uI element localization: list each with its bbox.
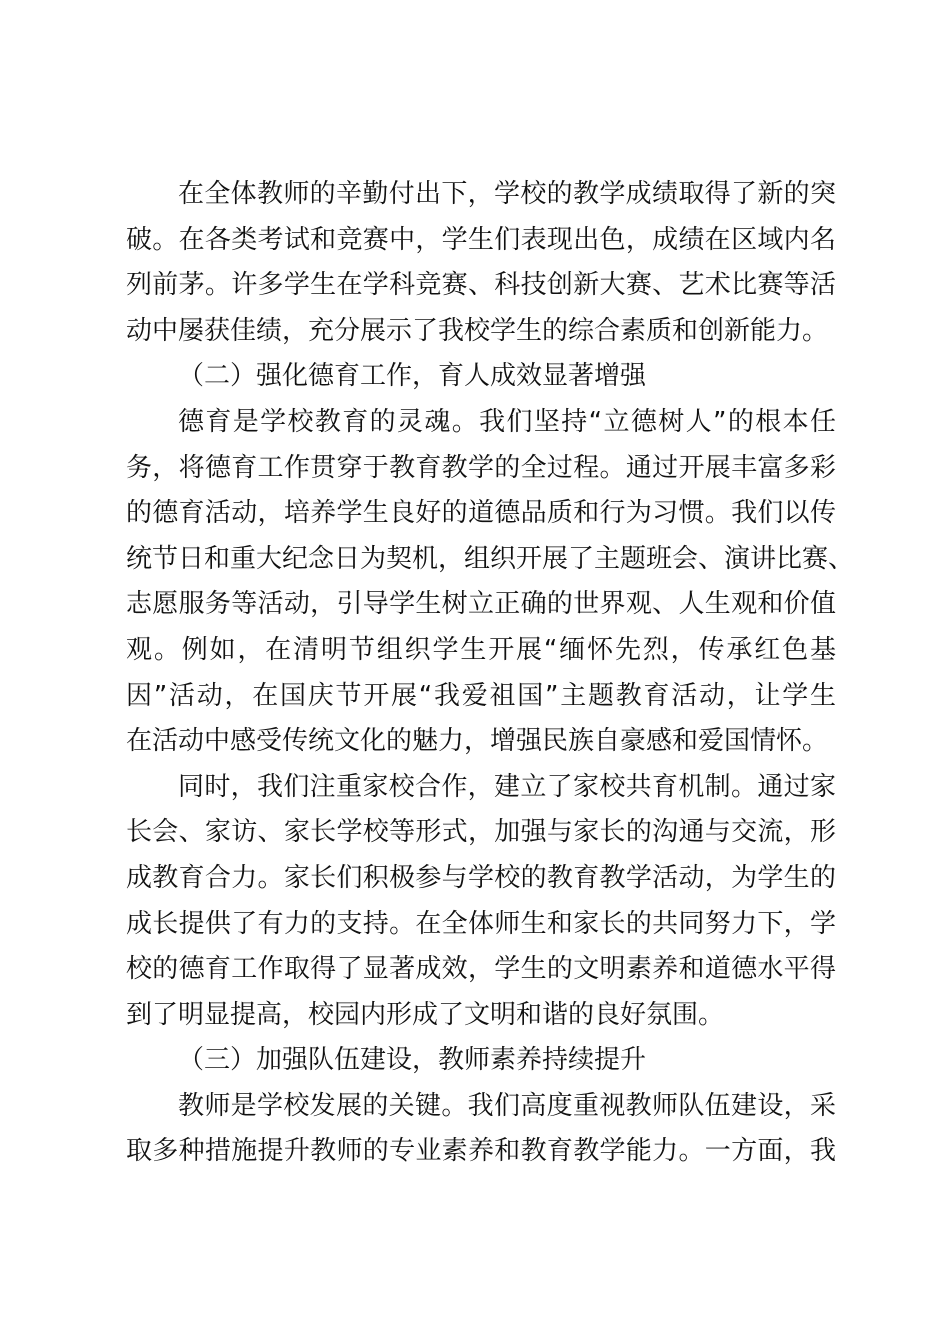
text-line: 成教育合力。家长们积极参与学校的教育教学活动，为学生的 [126,862,836,893]
text-line: 在活动中感受传统文化的魅力，增强民族自豪感和爱国情怀。 [126,726,829,757]
text-line: 动中屡获佳绩，充分展示了我校学生的综合素质和创新能力。 [126,315,829,346]
text-line: 成长提供了有力的支持。在全体师生和家长的共同努力下，学 [126,908,836,939]
body-text [126,172,855,1175]
text-line: 同时，我们注重家校合作，建立了家校共育机制。通过家 [178,771,836,802]
text-line: 长会、家访、家长学校等形式，加强与家长的沟通与交流，形 [126,817,836,848]
text-line: 到了明显提高，校园内形成了文明和谐的良好氛围。 [126,999,725,1030]
text-line: 取多种措施提升教师的专业素养和教育教学能力。一方面，我 [126,1136,836,1167]
text-line: 校的德育工作取得了显著成效，学生的文明素养和道德水平得 [126,954,836,985]
text-line: 列前茅。许多学生在学科竞赛、科技创新大赛、艺术比赛等活 [126,270,836,301]
text-line: 德育是学校教育的灵魂。我们坚持“立德树人”的根本任 [178,406,836,437]
text-line: 统节日和重大纪念日为契机，组织开展了主题班会、演讲比赛、 [126,543,855,574]
text-line: 务，将德育工作贯穿于教育教学的全过程。通过开展丰富多彩 [126,452,836,483]
section-heading: （二）强化德育工作，育人成效显著增强 [178,361,647,392]
text-line: 因”活动，在国庆节开展“我爱祖国”主题教育活动，让学生 [126,680,836,711]
section-heading: （三）加强队伍建设，教师素养持续提升 [178,1045,647,1076]
text-line: 观。例如，在清明节组织学生开展“缅怀先烈，传承红色基 [126,634,836,665]
text-line: 破。在各类考试和竞赛中，学生们表现出色，成绩在区域内名 [126,224,836,255]
text-line: 的德育活动，培养学生良好的道德品质和行为习惯。我们以传 [126,498,836,529]
text-line: 教师是学校发展的关键。我们高度重视教师队伍建设，采 [178,1090,836,1121]
text-line: 志愿服务等活动，引导学生树立正确的世界观、人生观和价值 [126,589,836,620]
text-line: 在全体教师的辛勤付出下，学校的教学成绩取得了新的突 [178,179,836,209]
